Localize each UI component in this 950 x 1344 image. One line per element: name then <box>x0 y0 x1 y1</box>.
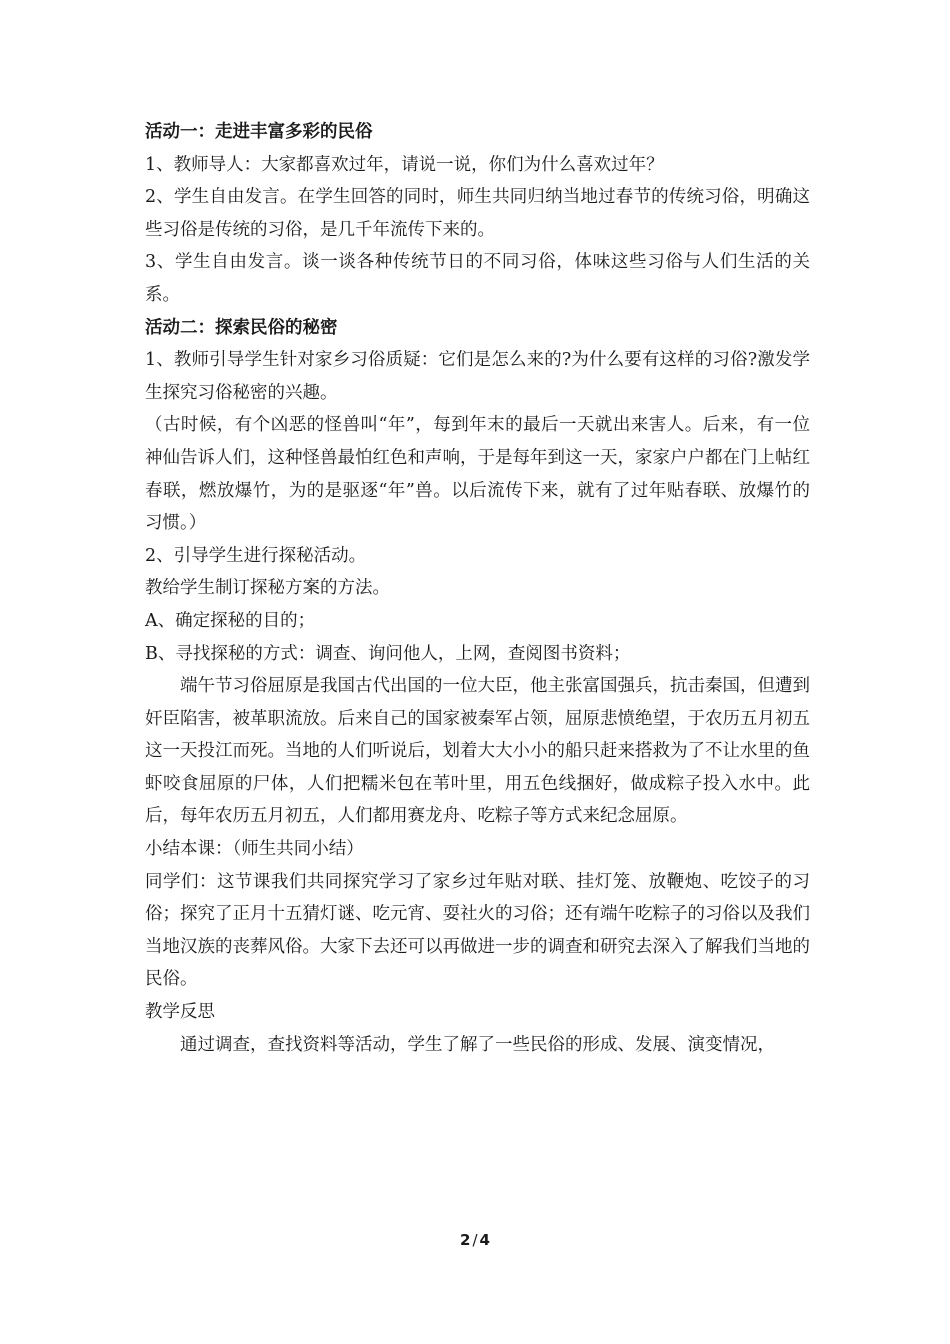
paragraph-legend: （古时候，有个凶恶的怪兽叫“年”，每到年末的最后一天就出来害人。后来，有一位神仙告诉人们，这种怪兽最怕红色和声响，于是每年到这一天，家家户户都在门上帖红春联，燃放爆竹，为的是驱逐“年”兽。以后流传下来，就有了过年贴春联、放爆竹的习惯。） <box>145 415 810 534</box>
paragraph: 1、教师引导学生针对家乡习俗质疑：它们是怎么来的?为什么要有这样的习俗?激发学生探究习俗秘密的兴趣。 <box>145 350 810 403</box>
paragraph: 2、引导学生进行探秘活动。 <box>145 545 367 566</box>
paragraph: 小结本课：（师生共同小结） <box>145 839 364 860</box>
paragraph: 3、学生自由发言。谈一谈各种传统节日的不同习俗，体味这些习俗与人们生活的关系。 <box>145 252 810 305</box>
paragraph: 教学反思 <box>145 1002 215 1023</box>
document-body <box>145 116 810 1061</box>
list-item-b: B、寻找探秘的方式：调查、询问他人，上网，查阅图书资料； <box>145 643 631 664</box>
paragraph-summary: 同学们：这节课我们共同探究学习了家乡过年贴对联、挂灯笼、放鞭炮、吃饺子的习俗；探究了正月十五猜灯谜、吃元宵、耍社火的习俗；还有端午吃粽子的习俗以及我们当地汉族的丧葬风俗。大家下去还可以再做进一步的调查和研究去深入了解我们当地的民俗。 <box>145 871 810 990</box>
section-heading-2: 活动二：探索民俗的秘密 <box>145 317 338 338</box>
page-number <box>0 1231 950 1249</box>
page-total: 4 <box>479 1231 490 1249</box>
page-separator: / <box>472 1231 478 1249</box>
paragraph: 1、教师导人：大家都喜欢过年，请说一说，你们为什么喜欢过年？ <box>145 154 664 175</box>
paragraph: 教给学生制订探秘方案的方法。 <box>145 578 390 599</box>
paragraph-reflection: 通过调查，查找资料等活动，学生了解了一些民俗的形成、发展、演变情况， <box>180 1034 775 1055</box>
paragraph-dragon-boat: 端午节习俗屈原是我国古代出国的一位大臣，他主张富国强兵，抗击秦国，但遭到奸臣陷害，被革职流放。后来自己的国家被秦军占领，屈原悲愤绝望，于农历五月初五这一天投江而死。当地的人们听说后，划着大大小小的船只赶来搭救为了不让水里的鱼虾咬食屈原的尸体，人们把糯米包在苇叶里，用五色线捆好，做成粽子投入水中。此后，每年农历五月初五，人们都用赛龙舟、吃粽子等方式来纪念屈原。 <box>145 676 810 827</box>
page-current: 2 <box>460 1231 471 1249</box>
section-heading-1: 活动一：走进丰富多彩的民俗 <box>145 122 373 142</box>
paragraph: 2、学生自由发言。在学生回答的同时，师生共同归纳当地过春节的传统习俗，明确这些习俗是传统的习俗，是几千年流传下来的。 <box>145 187 810 240</box>
list-item-a: A、确定探秘的目的； <box>145 610 316 631</box>
